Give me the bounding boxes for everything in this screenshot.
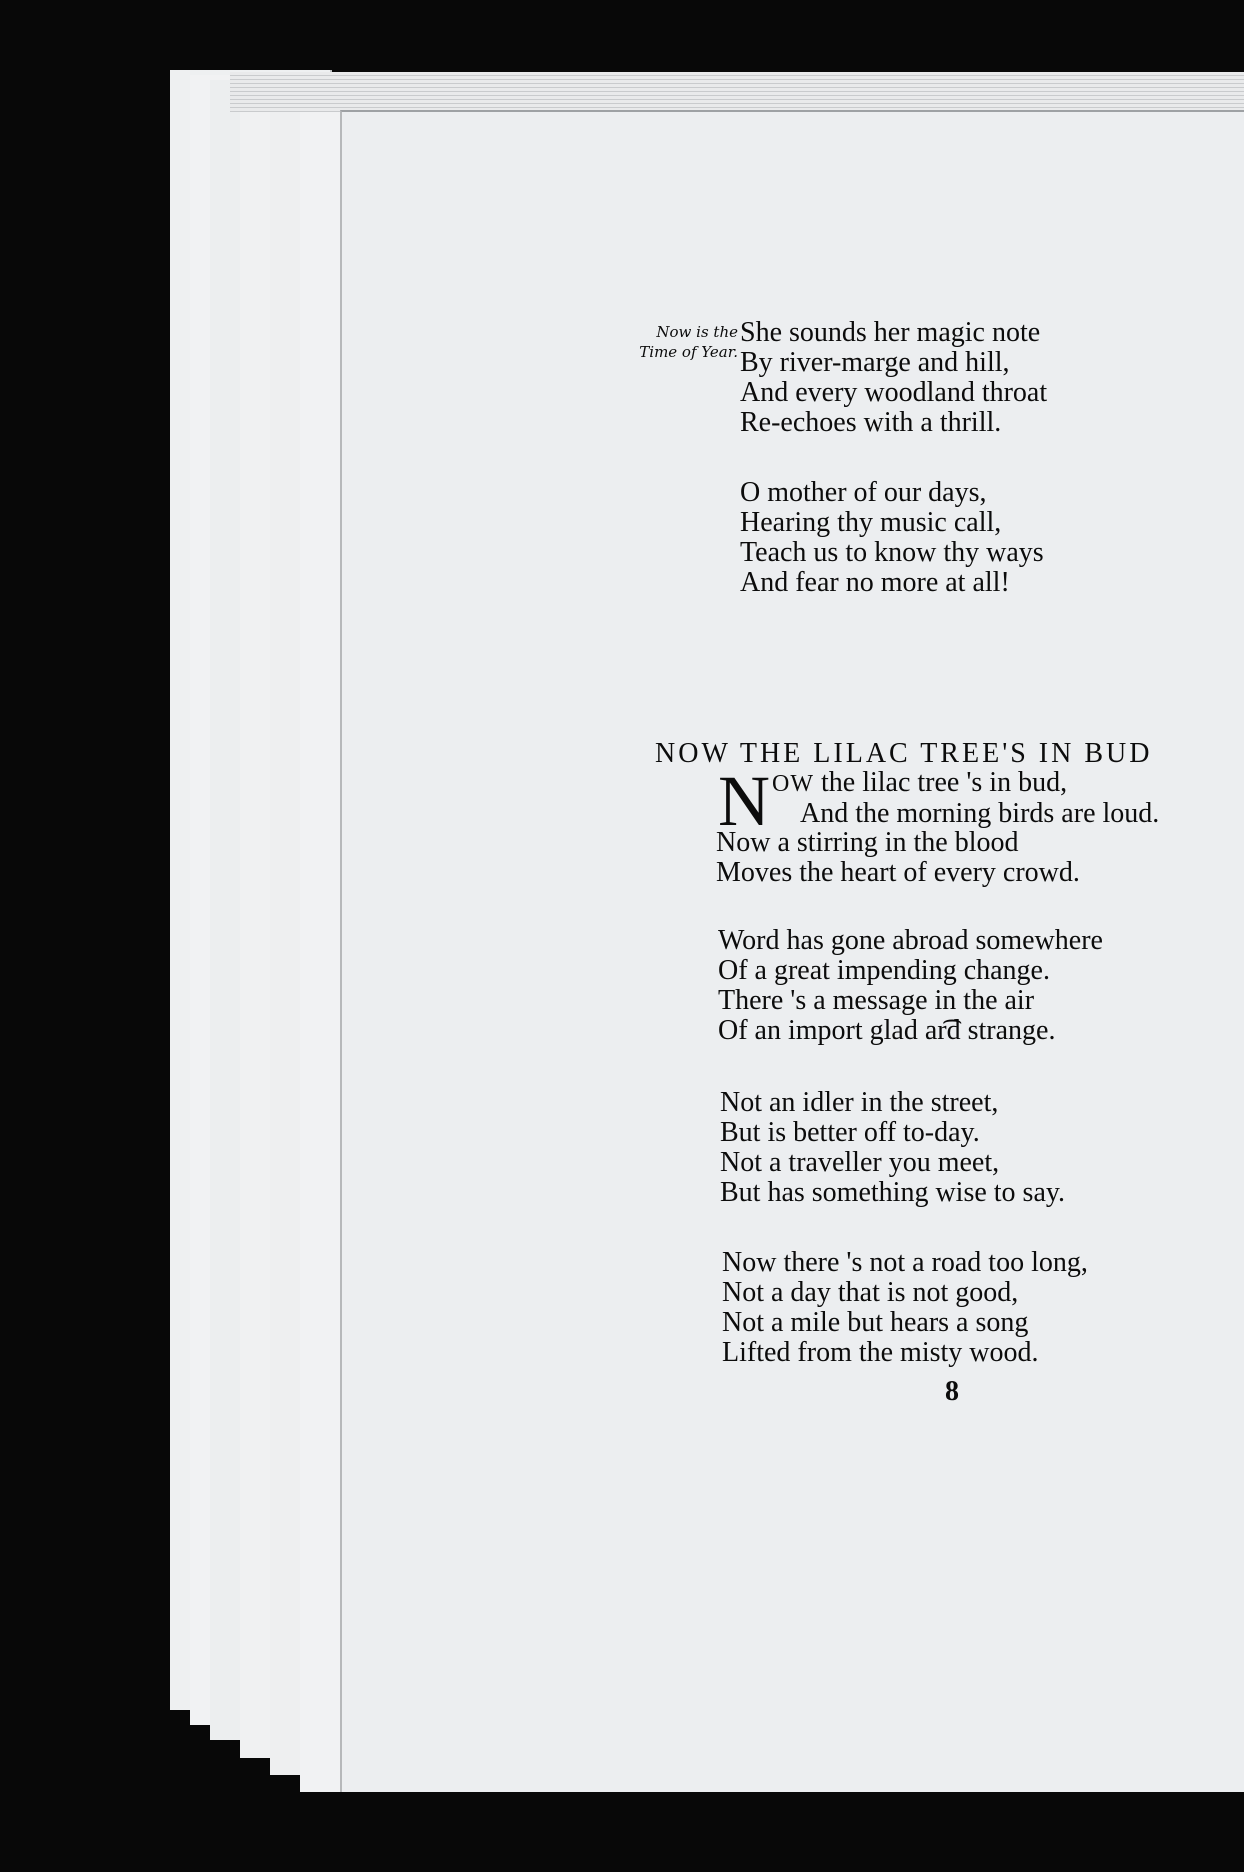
verse-line: Re-echoes with a thrill.	[740, 407, 1002, 438]
poem1-stanza-2	[740, 478, 1044, 598]
margin-note	[588, 322, 738, 362]
verse-line: By river-marge and hill,	[740, 347, 1010, 378]
poem2-stanza-4	[722, 1248, 1088, 1368]
drop-cap: N	[718, 761, 770, 841]
verse-line: There 's a message in the air	[718, 985, 1035, 1016]
verse-line: But is better off to-day.	[720, 1117, 980, 1148]
first-word-caps: OW	[772, 771, 814, 797]
verse-line: Moves the heart of every crowd.	[716, 857, 1080, 888]
poem2-opening-lines	[772, 768, 1159, 829]
poem-title: NOW THE LILAC TREE'S IN BUD	[655, 738, 1153, 769]
verse-line: But has something wise to say.	[720, 1177, 1066, 1208]
first-line-rest: the lilac tree 's in bud,	[813, 767, 1068, 798]
verse-line: Not a day that is not good,	[722, 1277, 1019, 1308]
verse-line: She sounds her magic note	[740, 317, 1041, 348]
page-number: 8	[945, 1376, 959, 1407]
verse-line: And the morning birds are loud.	[800, 798, 1160, 829]
verse-line: Of a great impending change.	[718, 955, 1050, 986]
verse-line: Teach us to know thy ways	[740, 537, 1044, 568]
verse-line: Now a stirring in the blood	[716, 827, 1019, 858]
verse-line: Word has gone abroad somewhere	[718, 925, 1103, 956]
margin-note-line: Now is the	[656, 323, 738, 341]
verse-line: Not a traveller you meet,	[720, 1147, 1000, 1178]
verse-line: And fear no more at all!	[740, 567, 1010, 598]
verse-line: Now there 's not a road too long,	[722, 1247, 1088, 1278]
verse-line: Of an import glad ar͡d strange.	[718, 1015, 1056, 1046]
verse-line: Not an idler in the street,	[720, 1087, 999, 1118]
poem1-stanza-1	[740, 318, 1047, 438]
margin-note-line: Time of Year.	[639, 343, 738, 361]
poem2-stanza-3	[720, 1088, 1065, 1208]
verse-line: Not a mile but hears a song	[722, 1307, 1029, 1338]
poem2-stanza-2	[718, 926, 1103, 1046]
poem2-stanza-1-rest	[716, 828, 1080, 888]
verse-line	[772, 768, 1159, 799]
verse-line: Hearing thy music call,	[740, 507, 1002, 538]
verse-line: O mother of our days,	[740, 477, 987, 508]
verse-line: And every woodland throat	[740, 377, 1048, 408]
verse-line: Lifted from the misty wood.	[722, 1337, 1039, 1368]
